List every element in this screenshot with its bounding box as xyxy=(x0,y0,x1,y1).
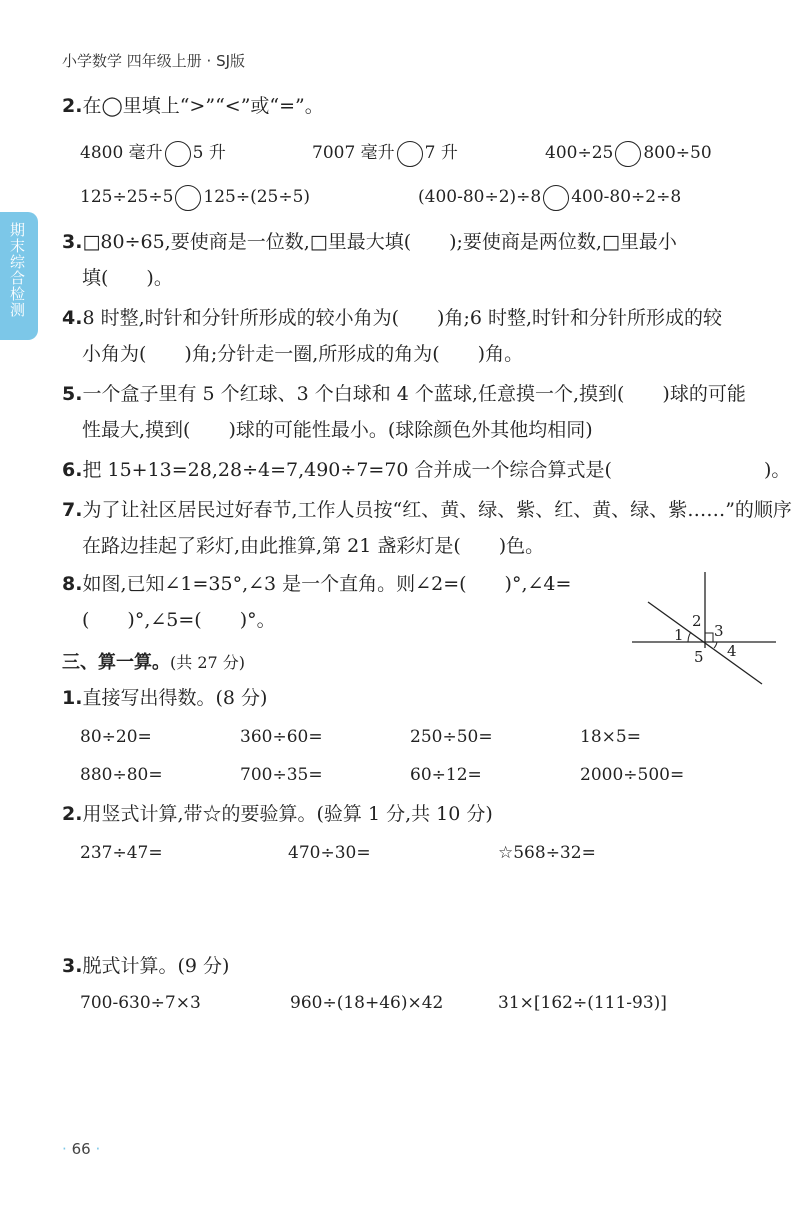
subquestion-1: 1.直接写出得数。(8 分) xyxy=(62,687,268,709)
angle-label-4: 4 xyxy=(727,642,737,660)
side-tab-label: 期末综合检测 xyxy=(8,222,26,318)
q2-item-4: 125÷25÷5 125÷(25÷5) xyxy=(80,184,310,211)
calc-item: 2000÷500= xyxy=(580,765,685,785)
question-3: 3.□80÷65,要使商是一位数,□里最大填( );要使商是两位数,□里最小 xyxy=(62,231,677,253)
calc-item: 60÷12= xyxy=(410,765,482,785)
question-8-line-2: ( )°,∠5=( )°。 xyxy=(82,609,276,631)
angle-diagram xyxy=(630,570,780,690)
question-5: 5.一个盒子里有 5 个红球、3 个白球和 4 个蓝球,任意摸一个,摸到( )球的可能 xyxy=(62,383,746,405)
answer-circle[interactable] xyxy=(543,185,569,211)
answer-circle[interactable] xyxy=(397,141,423,167)
question-6: 6.把 15+13=28,28÷4=7,490÷7=70 合并成一个综合算式是( )。 xyxy=(62,459,791,481)
question-4-line-2: 小角为( )角;分针走一圈,所形成的角为( )角。 xyxy=(82,343,524,365)
question-5-line-2: 性最大,摸到( )球的可能性最小。(球除颜色外其他均相同) xyxy=(82,419,593,441)
calc-item: 80÷20= xyxy=(80,727,152,747)
calc-item: 360÷60= xyxy=(240,727,323,747)
angle-label-5: 5 xyxy=(694,648,704,666)
stepwise-calc-item: 960÷(18+46)×42 xyxy=(290,993,444,1013)
calc-item: 250÷50= xyxy=(410,727,493,747)
angle-label-3: 3 xyxy=(714,622,724,640)
subquestion-3: 3.脱式计算。(9 分) xyxy=(62,955,230,977)
question-4: 4.8 时整,时针和分针所形成的较小角为( )角;6 时整,时针和分针所形成的较 xyxy=(62,307,723,329)
q2-item-5: (400-80÷2)÷8 400-80÷2÷8 xyxy=(418,184,681,211)
q2-item-1: 4800 毫升 5 升 xyxy=(80,140,226,167)
question-2: 2.在◯里填上“>”“<”或“=”。 xyxy=(62,95,324,117)
question-2-title: 在◯里填上“>”“<”或“=”。 xyxy=(82,95,324,117)
stepwise-calc-item: 31×[162÷(111-93)] xyxy=(498,993,667,1013)
right-angle-mark xyxy=(705,633,713,642)
side-tab xyxy=(0,212,38,340)
question-7: 7.为了让社区居民过好春节,工作人员按“红、黄、绿、紫、红、黄、绿、紫……”的顺序 xyxy=(62,499,792,521)
angle-label-1: 1 xyxy=(674,626,684,644)
header: 小学数学 四年级上册 · SJ版 xyxy=(62,52,246,70)
section-3-heading: 三、算一算。(共 27 分) xyxy=(62,652,246,673)
question-3-line-2: 填( )。 xyxy=(82,267,173,289)
calc-item: 700÷35= xyxy=(240,765,323,785)
q2-item-2: 7007 毫升 7 升 xyxy=(312,140,458,167)
vertical-calc-item: 237÷47= xyxy=(80,843,163,863)
vertical-calc-item: ☆568÷32= xyxy=(498,843,596,863)
calc-item: 880÷80= xyxy=(80,765,163,785)
stepwise-calc-item: 700-630÷7×3 xyxy=(80,993,201,1013)
q2-item-3: 400÷25 800÷50 xyxy=(545,140,712,167)
calc-item: 18×5= xyxy=(580,727,641,747)
page-number: · 66 · xyxy=(62,1140,101,1158)
answer-circle[interactable] xyxy=(165,141,191,167)
angle-1-arc xyxy=(688,632,691,642)
angle-label-2: 2 xyxy=(692,612,702,630)
answer-circle[interactable] xyxy=(175,185,201,211)
subquestion-2: 2.用竖式计算,带☆的要验算。(验算 1 分,共 10 分) xyxy=(62,803,493,825)
vertical-calc-item: 470÷30= xyxy=(288,843,371,863)
answer-circle[interactable] xyxy=(615,141,641,167)
question-7-line-2: 在路边挂起了彩灯,由此推算,第 21 盏彩灯是( )色。 xyxy=(82,535,545,557)
question-8: 8.如图,已知∠1=35°,∠3 是一个直角。则∠2=( )°,∠4= xyxy=(62,573,572,595)
angle-4-arc xyxy=(714,642,717,648)
